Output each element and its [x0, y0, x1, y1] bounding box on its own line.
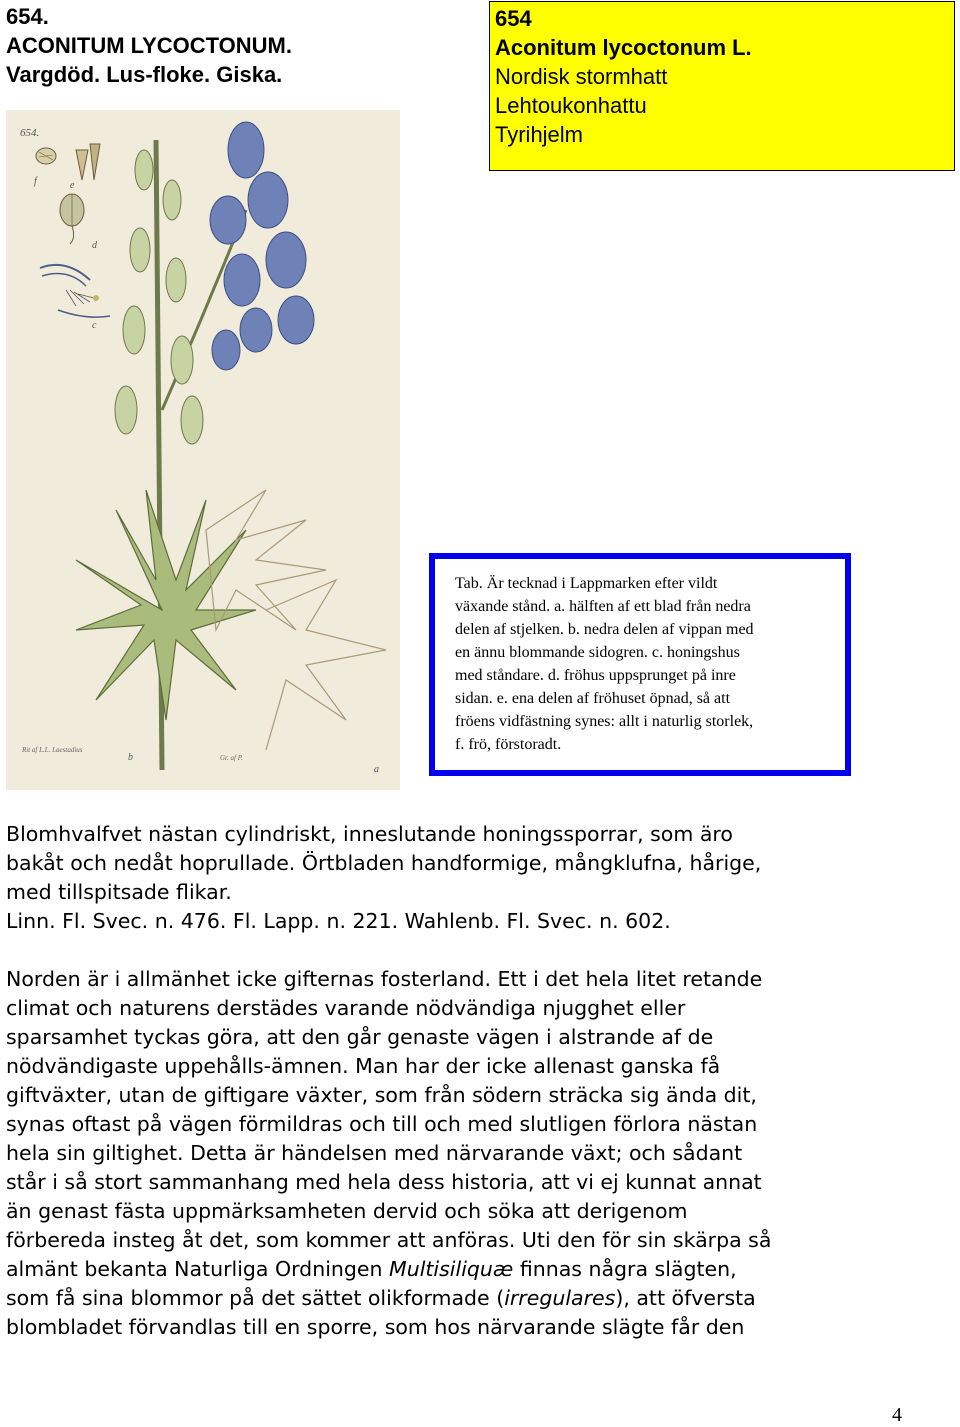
plate-letter-b: b: [128, 752, 133, 763]
page-number: 4: [892, 1404, 902, 1426]
body-line: blombladet förvandlas till en sporre, som hos närvarande slägte får den: [6, 1315, 745, 1339]
caption-line: med ståndare. d. fröhus uppsprunget på inre: [455, 667, 736, 684]
names-box: [489, 1, 955, 171]
leaves: [76, 490, 386, 750]
description-line: bakåt och nedåt hoprullade. Örtbladen handformige, mångklufna, hårige,: [6, 851, 762, 875]
plate-number: 654.: [20, 127, 40, 139]
caption-line: Tab. Är tecknad i Lappmarken efter vildt: [455, 575, 718, 592]
body-line: hela sin giltighet. Detta är händelsen med närvarande växt; och sådant: [6, 1141, 743, 1165]
blue-flowers: [210, 122, 314, 370]
body-line: almänt bekanta Naturliga Ordningen Multisiliquæ finnas några slägten,: [6, 1257, 737, 1281]
caption-line: en ännu blommande sidogren. c. honingshus: [455, 644, 740, 661]
caption-line: fröens vidfästning synes: allt i naturlig storlek,: [455, 713, 754, 730]
body-line: giftväxter, utan de giftigare växter, som från södern sträcka sig ända dit,: [6, 1083, 757, 1107]
description-line: med tillspitsade flikar.: [6, 880, 232, 904]
vernacular-names: Vargdöd. Lus-floke. Giska.: [6, 62, 283, 87]
capsule-detail-icon: [60, 144, 100, 244]
reference-line: Linn. Fl. Svec. n. 476. Fl. Lapp. n. 221. Wahlenb. Fl. Svec. n. 602.: [6, 909, 671, 933]
plate-letter-d: d: [92, 240, 97, 251]
caption-line: växande stånd. a. hälften af ett blad från nedra: [455, 598, 751, 615]
nectary-detail-icon: [40, 265, 110, 317]
body-line: förbereda insteg åt det, som kommer att anföras. Uti den för sin skärpa så: [6, 1228, 772, 1252]
body-line: nödvändigaste uppehålls-ämnen. Man har der icke allenast ganska få: [6, 1054, 721, 1078]
plant-drawing: [6, 110, 400, 790]
plant-number: 654.: [6, 4, 49, 29]
plate-letter-c: c: [92, 320, 97, 331]
body-line: som få sina blommor på det sättet olikformade (irregulares), att öfversta: [6, 1286, 756, 1310]
caption-line: f. frö, förstoradt.: [455, 736, 562, 753]
seed-detail-icon: [36, 148, 56, 164]
latin-name: ACONITUM LYCOCTONUM.: [6, 33, 292, 58]
caption-line: sidan. e. ena delen af fröhuset öpnad, så att: [455, 690, 731, 707]
header-left: [6, 2, 292, 89]
body-line: än genast fästa uppmärksamheten dervid och söka att derigenom: [6, 1199, 688, 1223]
body-line: sparsamhet tyckas göra, att den går genaste vägen i alstrande af de: [6, 1025, 714, 1049]
engraver-credit: Gr. af P.: [220, 754, 243, 762]
body-line: synas oftast på vägen förmildras och till och med slutligen förlora nästan: [6, 1112, 758, 1136]
plate-letter-f: f: [34, 176, 37, 187]
body-line: Norden är i allmänhet icke gifternas fosterland. Ett i det hela litet retande: [6, 967, 763, 991]
box-number: 654: [495, 6, 532, 31]
name-norwegian: Tyrihjelm: [495, 122, 584, 147]
plate-caption: [429, 553, 851, 776]
plate-letter-e: e: [70, 180, 75, 191]
name-swedish: Nordisk stormhatt: [495, 64, 668, 89]
botanical-illustration: [6, 110, 400, 790]
name-finnish: Lehtoukonhattu: [495, 93, 647, 118]
latin-term: irregulares: [504, 1286, 616, 1310]
body-line: climat och naturens derstädes varande nödvändiga njugghet eller: [6, 996, 686, 1020]
caption-line: delen af stjelken. b. nedra delen af vippan med: [455, 621, 754, 638]
box-latin-name: Aconitum lycoctonum L.: [495, 35, 752, 60]
artist-credit: Rit af L.L. Laestadius: [22, 746, 83, 754]
order-name: Multisiliquæ: [389, 1257, 514, 1281]
body-line: står i så stort sammanhang med hela dess historia, att vi ej kunnat annat: [6, 1170, 762, 1194]
plate-letter-a: a: [374, 764, 379, 775]
description-line: Blomhvalfvet nästan cylindriskt, inneslutande honingssporrar, som äro: [6, 822, 733, 846]
main-text: [6, 820, 956, 1342]
